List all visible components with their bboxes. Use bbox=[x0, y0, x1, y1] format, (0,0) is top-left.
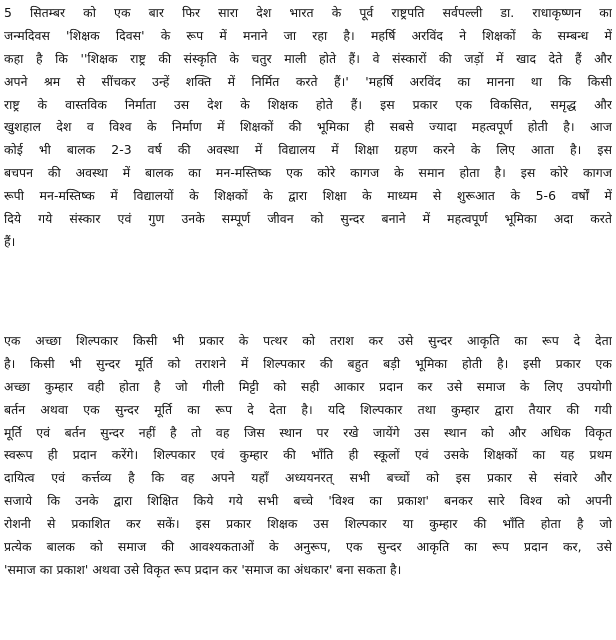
text-line: रोशनी से प्रकाशित कर सकें। इस प्रकार शिक्षक उस शिल्पकार या कुम्हार की भाँति होता है जो bbox=[4, 516, 612, 532]
article-page bbox=[4, 2, 612, 638]
text-line: प्रत्येक बालक को समाज की आवश्यकताओं के अनुरूप, एक सुन्दर आकृति का रूप प्रदान कर, उसे bbox=[4, 539, 612, 555]
text-line: है। किसी भी सुन्दर मूर्ति को तराशने में शिल्पकार की बहुत बड़ी भूमिका होती है। इसी प्रकार एक bbox=[4, 355, 612, 371]
text-line: 'समाज का प्रकाश' अथवा उसे विकृत रूप प्रदान कर 'समाज का अंधकार' बना सकता है। bbox=[4, 561, 402, 577]
text-line: कोई भी बालक 2-3 वर्ष की अवस्था में विद्यालय में शिक्षा ग्रहण करने के लिए आता है। इस bbox=[4, 142, 612, 158]
text-line: राष्ट्र के वास्तविक निर्माता उस देश के शिक्षक होते हैं। इस प्रकार एक विकसित, समृद्ध और bbox=[4, 96, 612, 112]
text-line: 5 सितम्बर को एक बार फिर सारा देश भारत के पूर्व राष्ट्रपति सर्वपल्ली डा. राधाकृष्णन का bbox=[4, 5, 612, 20]
text-line: अच्छा कुम्हार वही होता है जो गीली मिट्टी को सही आकार प्रदान कर उसे समाज के लिए उपयोगी bbox=[4, 378, 612, 394]
paragraph-sculptor-analogy bbox=[4, 330, 612, 582]
text-line: दिये गये संस्कार एवं गुण उनके सम्पूर्ण जीवन को सुन्दर बनाने में महत्वपूर्ण भूमिका अदा करते bbox=[4, 211, 612, 227]
paragraph-teachers-day bbox=[4, 2, 612, 254]
text-line: बर्तन अथवा एक सुन्दर मूर्ति का रूप दे देता है। यदि शिल्पकार तथा कुम्हार द्वारा तैयार की गयी bbox=[4, 401, 612, 417]
text-line: रूपी मन-मस्तिष्क में विद्यालयों के शिक्षकों के द्वारा शिक्षा के माध्यम से शुरूआत के 5-6 वर्षों में bbox=[4, 188, 612, 204]
text-line: स्वरूप ही प्रदान करेंगे। शिल्पकार एवं कुम्हार की भाँति ही स्कूलों एवं उसके शिक्षकों का यह प्रथम bbox=[4, 447, 612, 463]
text-line: एक अच्छा शिल्पकार किसी भी प्रकार के पत्थर को तराश कर उसे सुन्दर आकृति का रूप दे देता bbox=[4, 333, 612, 348]
text-line: दायित्व एवं कर्त्तव्य है कि वह अपने यहाँ अध्ययनरत् सभी बच्चों को इस प्रकार से संवारे और bbox=[4, 470, 612, 486]
text-line: खुशहाल देश व विश्व के निर्माण में शिक्षकों की भूमिका ही सबसे ज्यादा महत्वपूर्ण होती है। आज bbox=[4, 119, 612, 135]
text-line: बचपन की अवस्था में बालक का मन-मस्तिष्क एक कोरे कागज के समान होता है। इस कोरे कागज bbox=[4, 165, 612, 181]
text-line: जन्मदिवस 'शिक्षक दिवस' के रूप में मनाने जा रहा है। महर्षि अरविंद ने शिक्षकों के सम्बन्ध में bbox=[4, 27, 612, 43]
text-line: हैं। bbox=[4, 233, 16, 249]
text-line: मूर्ति एवं बर्तन सुन्दर नहीं है तो वह जिस स्थान पर रखे जायेंगे उस स्थान को और अधिक विकृत bbox=[4, 424, 612, 440]
text-line: अपने श्रम से सींचकर उन्हें शक्ति में निर्मित करते हैं।' 'महर्षि अरविंद का मानना था कि किसी bbox=[4, 73, 612, 89]
text-line: कहा है कि ''शिक्षक राष्ट्र की संस्कृति के चतुर माली होते हैं। वे संस्कारों की जड़ों में खाद देते हैं और bbox=[4, 50, 612, 66]
text-line: सजाये कि उनके द्वारा शिक्षित किये गये सभी बच्चे 'विश्व का प्रकाश' बनकर सारे विश्व को अपनी bbox=[4, 493, 612, 509]
